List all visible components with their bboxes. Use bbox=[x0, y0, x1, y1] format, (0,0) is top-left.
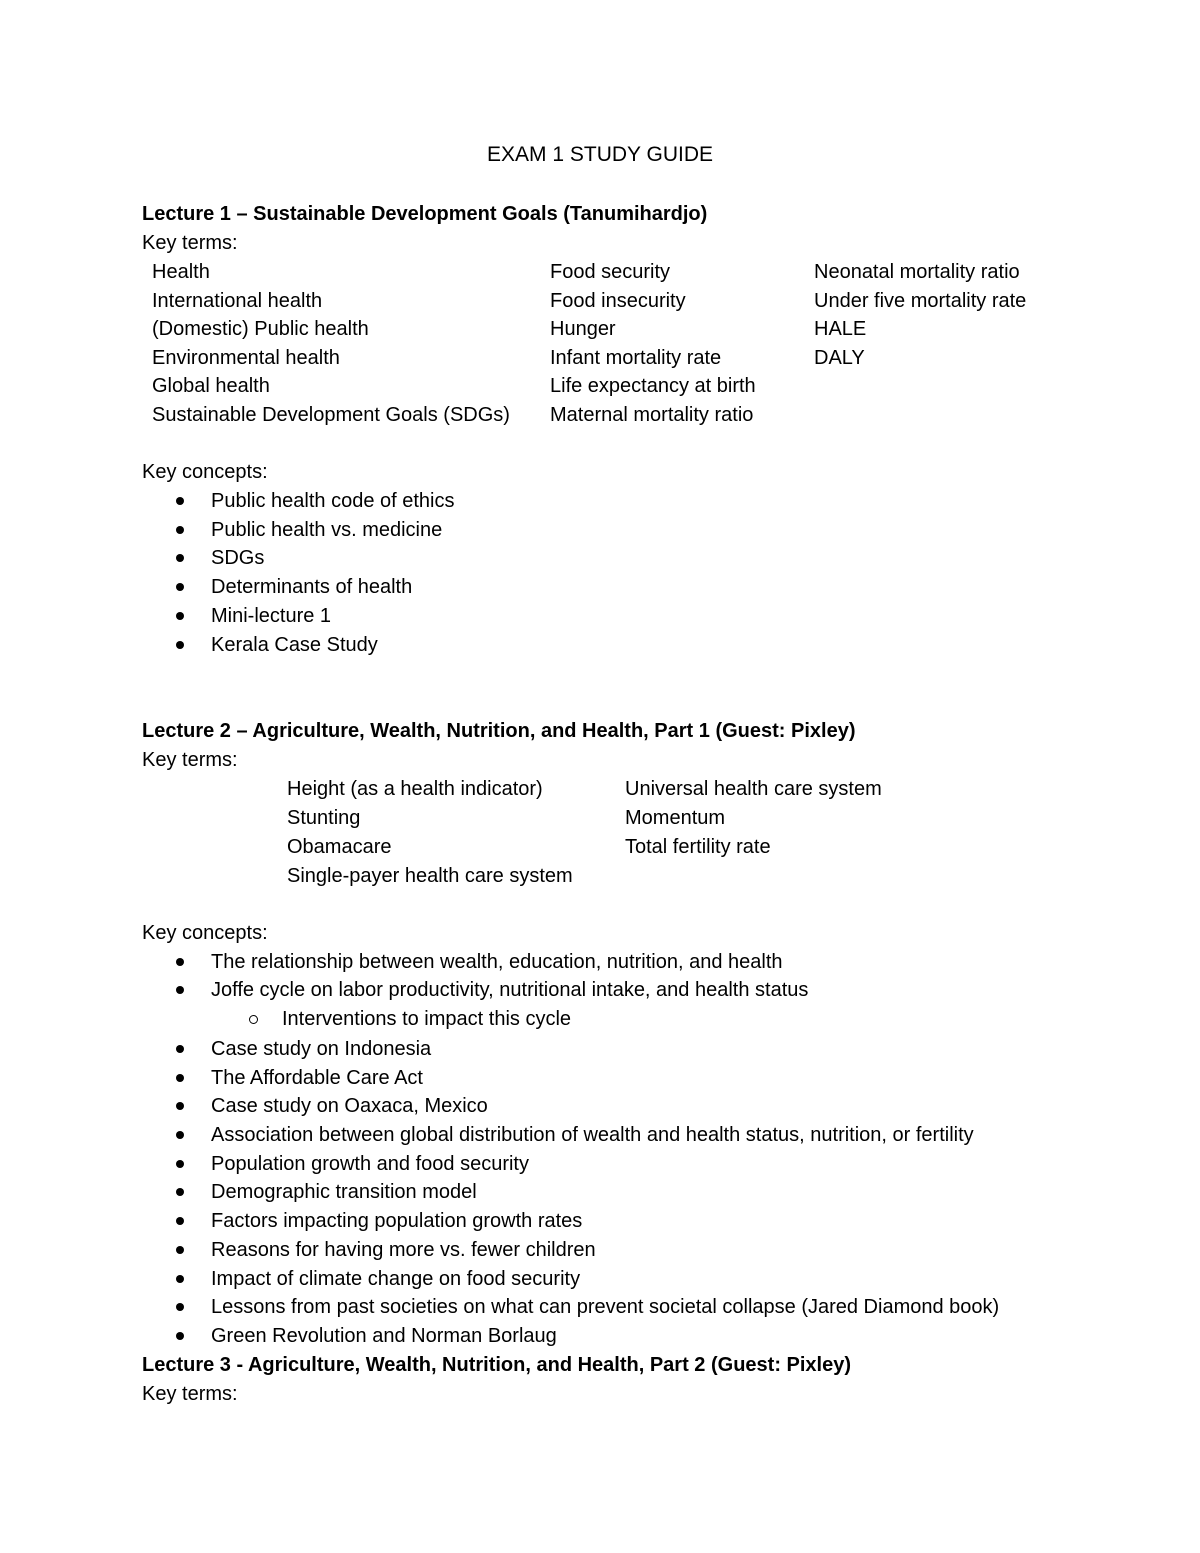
concept: Kerala Case Study bbox=[211, 634, 378, 656]
concept: Demographic transition model bbox=[211, 1181, 477, 1203]
concept: Impact of climate change on food security bbox=[211, 1268, 581, 1290]
term: Hunger bbox=[550, 318, 616, 340]
term: Neonatal mortality ratio bbox=[814, 261, 1020, 283]
concept: Case study on Oaxaca, Mexico bbox=[211, 1095, 488, 1117]
term: Life expectancy at birth bbox=[550, 375, 756, 397]
term: Momentum bbox=[625, 807, 726, 829]
lecture-2-key-concepts-label: Key concepts: bbox=[142, 922, 268, 944]
term: International health bbox=[152, 290, 323, 312]
term: Sustainable Development Goals (SDGs) bbox=[152, 404, 510, 426]
lecture-1-key-concepts-label: Key concepts: bbox=[142, 461, 268, 483]
bullet-icon bbox=[176, 1074, 184, 1082]
term: Universal health care system bbox=[625, 778, 882, 800]
bullet-icon bbox=[176, 526, 184, 534]
term: Global health bbox=[152, 375, 270, 397]
lecture-1-key-terms-label: Key terms: bbox=[142, 232, 238, 254]
bullet-icon bbox=[176, 1160, 184, 1168]
concept: Population growth and food security bbox=[211, 1153, 529, 1175]
bullet-icon bbox=[176, 1275, 184, 1283]
concept: Public health vs. medicine bbox=[211, 519, 443, 541]
concept: Joffe cycle on labor productivity, nutritional intake, and health status bbox=[211, 979, 809, 1001]
term: Food insecurity bbox=[550, 290, 686, 312]
term: Infant mortality rate bbox=[550, 347, 722, 369]
concept: Public health code of ethics bbox=[211, 490, 455, 512]
bullet-icon bbox=[176, 1131, 184, 1139]
sub-bullet-icon bbox=[249, 1015, 258, 1024]
bullet-icon bbox=[176, 958, 184, 966]
bullet-icon bbox=[176, 1246, 184, 1254]
bullet-icon bbox=[176, 1303, 184, 1311]
concept: The relationship between wealth, education, nutrition, and health bbox=[211, 951, 783, 973]
concept: Association between global distribution of wealth and health status, nutrition, or fertility bbox=[211, 1124, 974, 1146]
term: Environmental health bbox=[152, 347, 340, 369]
bullet-icon bbox=[176, 1217, 184, 1225]
concept: Factors impacting population growth rates bbox=[211, 1210, 583, 1232]
concept: Case study on Indonesia bbox=[211, 1038, 432, 1060]
bullet-icon bbox=[176, 554, 184, 562]
bullet-icon bbox=[176, 1332, 184, 1340]
bullet-icon bbox=[176, 1102, 184, 1110]
bullet-icon bbox=[176, 612, 184, 620]
lecture-3-heading: Lecture 3 - Agriculture, Wealth, Nutrition, and Health, Part 2 (Guest: Pixley) bbox=[142, 1354, 852, 1376]
term: Maternal mortality ratio bbox=[550, 404, 754, 426]
bullet-icon bbox=[176, 497, 184, 505]
concept: SDGs bbox=[211, 547, 265, 569]
term: Obamacare bbox=[287, 836, 392, 858]
sub-concept: Interventions to impact this cycle bbox=[282, 1008, 572, 1030]
term: Under five mortality rate bbox=[814, 290, 1027, 312]
term: DALY bbox=[814, 347, 865, 369]
term: Health bbox=[152, 261, 210, 283]
term: Total fertility rate bbox=[625, 836, 771, 858]
term: Food security bbox=[550, 261, 671, 283]
page-title: EXAM 1 STUDY GUIDE bbox=[487, 143, 713, 166]
bullet-icon bbox=[176, 583, 184, 591]
bullet-icon bbox=[176, 1188, 184, 1196]
term: HALE bbox=[814, 318, 867, 340]
bullet-icon bbox=[176, 1045, 184, 1053]
term: (Domestic) Public health bbox=[152, 318, 369, 340]
bullet-icon bbox=[176, 641, 184, 649]
bullet-icon bbox=[176, 986, 184, 994]
concept: The Affordable Care Act bbox=[211, 1067, 423, 1089]
concept: Green Revolution and Norman Borlaug bbox=[211, 1325, 557, 1347]
concept: Mini-lecture 1 bbox=[211, 605, 332, 627]
concept: Reasons for having more vs. fewer children bbox=[211, 1239, 596, 1261]
term: Single-payer health care system bbox=[287, 865, 573, 887]
lecture-1-heading: Lecture 1 – Sustainable Development Goals (Tanumihardjo) bbox=[142, 203, 708, 225]
lecture-2-heading: Lecture 2 – Agriculture, Wealth, Nutrition, and Health, Part 1 (Guest: Pixley) bbox=[142, 720, 856, 742]
lecture-2-key-terms-label: Key terms: bbox=[142, 749, 238, 771]
term: Stunting bbox=[287, 807, 361, 829]
lecture-3-key-terms-label: Key terms: bbox=[142, 1383, 238, 1405]
concept: Determinants of health bbox=[211, 576, 413, 598]
term: Height (as a health indicator) bbox=[287, 778, 543, 800]
concept: Lessons from past societies on what can prevent societal collapse (Jared Diamond book) bbox=[211, 1296, 1000, 1318]
